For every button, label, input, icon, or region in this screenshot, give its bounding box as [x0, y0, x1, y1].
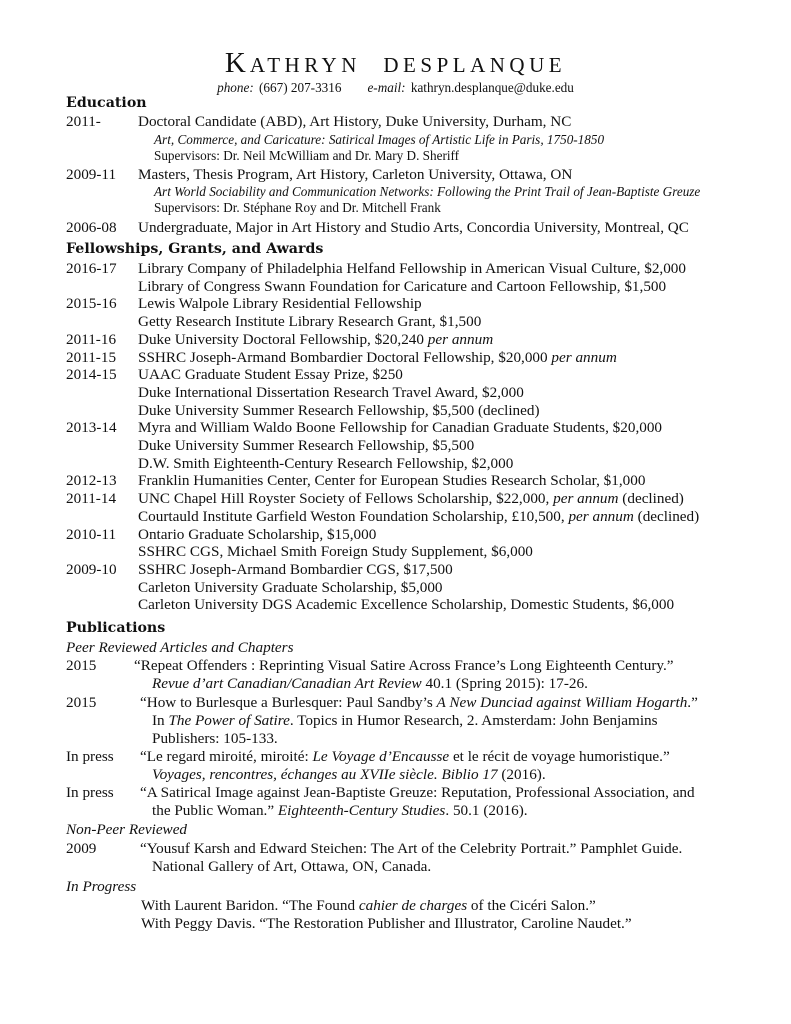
cv-page: KATHRYN DESPLANQUE phone: (667) 207-3316 e-mail: kathryn.desplanque@duke.edu Education 2011- Doctoral Candidate (ABD), Art History, Duke University, Durham, NC Art, Commerce, and Caricature: Satirical Images of Artistic Life in Paris, 1750-1850 Supervisors: Dr. Neil McWilliam and Dr. Mary D. Sheriff 2009-11 Masters, Thesis Program, Art History, Carleton University, Ottawa, ON Art World Sociability and Communication Networks: Following the Print Trail of Jean-Baptiste Greuze Supervisors: Dr. Stéphane Roy and Dr. Mitchell Frank 2006-08 Undergraduate, Major in Art History and Studio Arts, Concordia University, Montreal, QC Fellowships, Grants, and Awards 2016-17 Library Company of Philadelphia Helfand Fellowship in American Visual Culture, $2,000 Library of Congress Swann Foundation for Caricature and Cartoon Fellowship, $1,500 2015-16 Lewis Walpole Library Residential Fellowship Getty Research Institute Library Research Grant, $1,500 2011-16 Duke University Doctoral Fellowship, $20,240 per annum 2011-15 SSHRC Joseph-Armand Bombardier Doctoral Fellowship, $20,000 per annum 2014-15 UAAC Graduate Student Essay Prize, $250 Duke International Dissertation Research Travel Award, $2,000 Duke University Summer Research Fellowship, $5,500 (declined) 2013-14 Myra and William Waldo Boone Fellowship for Canadian Graduate Students, $20,000 Duke University Summer Research Fellowship, $5,500 D.W. Smith Eighteenth-Century Research Fellowship, $2,000 2012-13 Franklin Humanities Center, Center for European Studies Research Scholar, $1,000 2011-14 UNC Chapel Hill Royster Society of Fellows Scholarship, $22,000, per annum (declined) Courtauld Institute Garfield Weston Foundation Scholarship, £10,500, per annum (declined) 2010-11 Ontario Graduate Scholarship, $15,000 SSHRC CGS, Michael Smith Foreign Study Supplement, $6,000 2009-10 SSHRC Joseph-Armand Bombardier CGS, $17,500 Carleton University Graduate Scholarship, $5,000 Carleton University DGS Academic Excellence Scholarship, Domestic Students, $6,000 Publications Peer Reviewed Articles and Chapters 2015 “Repeat Offenders : Reprinting Visual Satire Across France’s Long Eighteenth Century.” Revue d’art Canadian/Canadian Art Review 40.1 (Spring 2015): 17-26. 2015 “How to Burlesque a Burlesquer: Paul Sandby’s A New Dunciad against William Hogarth.” In The Power of Satire. Topics in Humor Research, 2. Amsterdam: John Benjamins Publishers: 105-133. In press “Le regard miroité, miroité: Le Voyage d’Encausse et le récit de voyage humoristique.” Voyages, rencontres, échanges au XVIIe siècle. Biblio 17 (2016). In press “A Satirical Image against Jean-Baptiste Greuze: Reputation, Professional Association, and the Public Woman.” Eighteenth-Century Studies. 50.1 (2016). Non-Peer Reviewed 2009 “Yousuf Karsh and Edward Steichen: The Art of the Celebrity Portrait.” Pamphlet Guide. National Gallery of Art, Ottawa, ON, Canada. In Progress With Laurent Baridon. “The Found cahier de charges of the Cicéri Salon.” With Peggy Davis. “The Restoration Publisher and Illustrator, Caroline Naudet.”	[0, 0, 791, 1024]
subheading-in-progress: In Progress	[66, 878, 137, 895]
phone-number: (667) 207-3316	[259, 80, 342, 95]
phone-label: phone:	[217, 80, 254, 95]
subheading-non-peer-reviewed: Non-Peer Reviewed	[66, 821, 188, 838]
section-heading-education: Education	[66, 95, 147, 111]
section-heading-publications: Publications	[66, 620, 166, 636]
subheading-peer-reviewed: Peer Reviewed Articles and Chapters	[66, 639, 294, 656]
email-address: kathryn.desplanque@duke.edu	[410, 80, 574, 95]
contact-line	[0, 80, 791, 95]
email-label: e-mail:	[367, 80, 406, 95]
section-heading-awards: Fellowships, Grants, and Awards	[66, 241, 324, 257]
cv-name: KATHRYN DESPLANQUE	[224, 47, 567, 79]
